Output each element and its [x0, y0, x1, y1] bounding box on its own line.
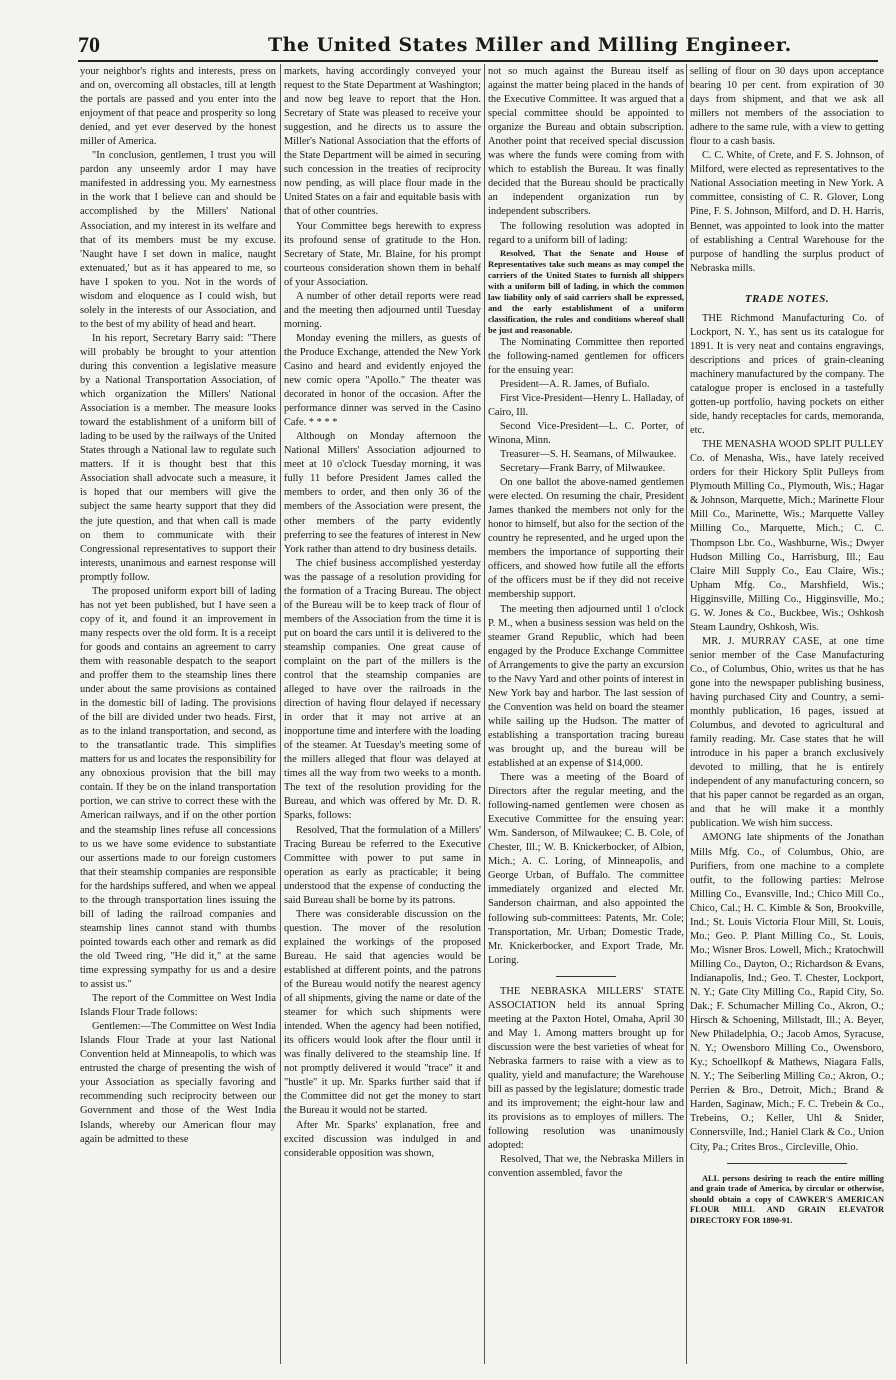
paragraph: Second Vice-President—L. C. Porter, of Winona, Minn.	[488, 420, 684, 446]
paragraph: your neighbor's rights and interests, press on and on, overcoming all obstacles, till at length the portals are passed and you enter into the enjoyment of that peace and prosperity so long denied, and yet ever deserved by the honest miller of America.	[80, 66, 276, 148]
paragraph: On one ballot the above-named gentlemen were elected. On resuming the chair, President James thanked the members not only for the honor to himself, but also for the section of the country he represented, and he urged upon the members the importance of supporting their officers, and showed how futile all the efforts of the officers must be if they did not receive membership support.	[488, 477, 684, 601]
paragraph: THE NEBRASKA MILLERS' STATE ASSOCIATION held its annual Spring meeting at the Paxton Hotel, Omaha, April 30 and May 1. Among matters brought up for discussion were the best varieties of wheat for Nebraska farmers to raise with a view as to quality, yield and manufacture; the Warehouse bill as passed by the legislature; domestic trade and its improvement; the eight-hour law and its provisions as to employes of millers. The following resolution was unanimously adopted:	[488, 985, 684, 1152]
paragraph: First Vice-President—Henry L. Halladay, of Cairo, Ill.	[488, 392, 684, 418]
paragraph: Your Committee begs herewith to express its profound sense of gratitude to the Hon. Secretary of State, Mr. Blaine, for his prompt courteous consideration shown them in behalf of your Association.	[284, 220, 481, 288]
trade-notes-heading: TRADE NOTES.	[744, 292, 830, 305]
column-divider	[484, 64, 485, 1364]
paragraph: President—A. R. James, of Bufialo.	[500, 378, 650, 390]
resolution-text: Resolved, That the Senate and House of Representatives take such means as may compel the carriers of the United States to furnish all shippers with a uniform bill of lading, in which the common law liability only of said carriers shall be expressed, and the early establishment of a uniform classification, the rules and conditions whereof shall be just and reasonable.	[488, 247, 684, 335]
directory-notice: ALL persons desiring to reach the entire milling and grain trade of America, by circular or otherwise, should obtain a copy of CAWKER'S AMERICAN FLOUR MILL AND GRAIN ELEVATOR DIRECTORY FOR 1890-91.	[690, 1173, 884, 1225]
column-1	[80, 65, 276, 1365]
paragraph: Gentlemen:—The Committee on West India Islands Flour Trade at your last National Convention held at Minneapolis, to which was entrusted the charge of presenting the wish of your Association as specially favoring and recommending such reciprocity between our Government and those of the West India Islands, whereby our American flour may again be admitted to these	[80, 1021, 276, 1145]
paragraph: The chief business accomplished yesterday was the passage of a resolution providing for the formation of a Tracing Bureau. The object of the Bureau will be to keep track of flour of members of the Association from the time it is put on board the cars until it is delivered to the steamship companies. One great cause of complaint on the part of the millers is the control that the steamship companies are alleged to have over the railroads in the direction of having flour delayed if necessary in order that it may not arrive at an inopportune time and interfere with the loading of the steamer. At Tuesday's meeting some of the millers alleged that flour was delayed at times all the way from two weeks to a month. The text of the resolution providing for the Bureau, and which was offered by Mr. D. R. Sparks, follows:	[284, 557, 481, 822]
paragraph: Resolved, That the formulation of a Millers' Tracing Bureau be referred to the Executive Committee with power to put same in operation as early as practicable; it being understood that the expense of conducting the said Bureau shall be borne by its patrons.	[284, 824, 481, 906]
paragraph: THE MENASHA WOOD SPLIT PULLEY Co. of Menasha, Wis., have lately received orders for their Hickory Split Pulleys from Plymouth Milling Co., Plymouth, Wis.; Hagar & Johnson, Marquette, Mich.; Marinette Flour Mill Co., Marinette, Wis.; Marquette Valley Milling Co., Marquette, Mich.; C. C. Thompson Lbr. Co., Washburne, Wis.; Dwyer Hudson Milling Co., Harrisburg, Ill.; Eau Claire Mill Supply Co., Eau Claire, Wis.; Upham Mfg. Co., Marshfield, Wis.; Higginsville, Milling Co., Higginsville, Mo.; G. W. Jones & Co., Buckbee, Wis.; Oshkosh Steam Laundry, Oshkosh, Wis.	[690, 439, 884, 633]
paragraph: THE Richmond Manufacturing Co. of Lockport, N. Y., has sent us its catalogue for 1891. It is very neat and contains engravings, descriptions and prices of grain-cleaning machinery manufactured by the company. The catalogue proper is enclosed in a tastefully gotten-up portfolio, having pockets on either side, handy receptacles for cards, memoranda, etc.	[690, 312, 884, 437]
column-3	[488, 65, 684, 1365]
paragraph: not so much against the Bureau itself as against the matter being placed in the hands of the Executive Committee. It was argued that a special committee should be appointed to organize the Bureau and obtain subscription. Another point that received special discussion was where the funds were coming from with which to establish the Bureau. It was finally decided that the Bureau should be practically an independent organization run by independent subscribers.	[488, 66, 684, 218]
paragraph: Treasurer—S. H. Seamans, of Milwaukee.	[500, 448, 677, 460]
paragraph: Secretary—Frank Barry, of Milwaukee.	[500, 463, 666, 475]
paragraph: Although on Monday afternoon the National Millers' Association adjourned to meet at 10 o'clock Tuesday morning, it was fully 11 before President James called the members to order, and then only 36 of the members of the Association were present, the other members of the party evidently preferring to see the features of interest in New York rather than attend to dry business details.	[284, 431, 481, 555]
paragraph: After Mr. Sparks' explanation, free and excited discussion was indulged in and considerable opposition was shown,	[284, 1119, 481, 1159]
column-4	[690, 65, 884, 1365]
paragraph: MR. J. MURRAY CASE, at one time senior member of the Case Manufacturing Co., of Columbus, Ohio, writes us that he has gone into the newspaper publishing business, having purchased City and Country, a semi-monthly publication, 16 pages, issued at Columbus, and devoted to agricultural and family reading. Mr. Case states that he will introduce in his paper a branch exclusively devoted to milling, that he is entirely independent of any manufacturing concern, so that his paper cannot be regarded as an organ, and that he will make it a monthly publication. We wish him success.	[690, 635, 884, 830]
section-separator	[556, 976, 616, 977]
paragraph: Monday evening the millers, as guests of the Produce Exchange, attended the New York Casino and heard and evidently enjoyed the new comic opera "Apollo." The theater was decorated in honor of the occasion. After the performance dinner was served in the Casino Cafe. * * * *	[284, 332, 481, 429]
paragraph: Resolved, That we, the Nebraska Millers in convention assembled, favor the	[488, 1154, 684, 1180]
paragraph: The report of the Committee on West India Islands Flour Trade follows:	[80, 993, 276, 1019]
page-number: 70	[78, 32, 100, 57]
paragraph: AMONG late shipments of the Jonathan Mills Mfg. Co., of Columbus, Ohio, are Purifiers, from one machine to a complete outfit, to the following parties: Melrose Milling Co., Evansville, Ind.; Chico Mill Co., Chico, Cal.; H. C. Kimble & Son, Brookville, Ind.; St. Louis Victoria Flour Mill, St. Louis, Mo.; Geo. P. Plant Milling Co., St. Louis, Mo.; Wisner Bros. Lowell, Mich.; Kratochwill Milling Co., Dayton, O.; Richardson & Evans, Indianapolis, Ind.; Geo. T. Chester, Lockport, N. Y.; Gate City Milling Co., Rapid City, So. Dak.; F. Schumacher Milling Co., Akron, O.; Hirsch & Schoening, Millstadt, Ill.; A. Beyer, New Philadelphia, O.; Jacob Amos, Syracuse, N. Y.; Owensboro Milling Co., Owensboro, Ky.; Schoellkopf & Mathews, Niagara Falls, N. Y.; The Seiberling Milling Co.; Akron, O.; Perrien & Bro., Detroit, Mich.; Brand & Harden, Saginaw, Mich.; F. C. Trebein & Co., Trebeins, O.; Keller, Uhl & Snider, Connersville, Ind.; Haniel Clark & Co., Union City, Pa.; Crites Bros., Circleville, Ohio.	[690, 832, 884, 1153]
column-divider	[280, 64, 281, 1364]
paragraph: The Nominating Committee then reported the following-named gentlemen for officers for the ensuing year:	[488, 336, 684, 376]
paragraph: "In conclusion, gentlemen, I trust you will pardon any unseemly ardor I may have manifested in addressing you. My earnestness in the work that I believe can and should be accomplished by the Millers' National Association, and my interest in its welfare and that of its members must be my excuse. 'Naught have I set down in malice, naught extenuated,' but as it has appeared to me, so have I spoken to you. Not in the words of wisdom and eloquence as I could wish, but solely in the interests of our Association, and to the best of my ability of head and heart.	[80, 150, 276, 330]
publication-title: The United States Miller and Milling Engineer.	[268, 34, 792, 56]
paragraph: There was considerable discussion on the question. The mover of the resolution explained the workings of the proposed Bureau. He said that agencies would be established at different points, and the patrons of the Bureau would notify the nearest agency of all shipments, giving the name or date of the steamer for which such shipments were intended. When the agency had been notified, its officers would look after the flour until it was finally delivered to the steamship line. If not promptly delivered it would "trace" it and "hustle" it up. Mr. Sparks further said that if the Committee did not get the money to start the Bureau it would not be started.	[284, 908, 481, 1117]
paragraph: In his report, Secretary Barry said: "There will probably be brought to your attention during this convention a legislative measure by a National Transportation Association, of which organization the Millers' National Association is a member. The measure looks toward the establishment of a uniform bill of lading to be used by the railways of the United States through a National law to regulate such matters. If it is thought best that this Association shall advocate such a measure, it is hoped that our members will give the subject the same hearty support that they did the jute question, and that when call is made on them to communicate with their Congressional representatives to support their interests, unanimous and earnest response will promptly follow.	[80, 332, 276, 583]
section-separator	[727, 1163, 847, 1164]
column-divider	[686, 64, 687, 1364]
page-header	[78, 32, 878, 58]
paragraph: markets, having accordingly conveyed your request to the State Department at Washington; and now beg leave to report that the Hon. Secretary of State was pleased to receive your suggestion, and he directs us to assure the Miller's National Association that the efforts of the State Department will be aimed in securing such concession in the treaties of reciprocity now pending, as will place flour made in the United States on a fair and equitable basis with that of other countries.	[284, 66, 481, 218]
paragraph: The following resolution was adopted in regard to a uniform bill of lading:	[488, 220, 684, 246]
paragraph: The proposed uniform export bill of lading has not yet been published, but I have seen a copy of it, and found it an improvement in many respects over the old form. It is a receipt for goods and contains an agreement to carry them with reasonable despatch to the seaport and proffer them to the steamship lines there under about the same provisions as contained in the domestic bill of lading. The provisions of the bill are divided under two heads. First, as to the inland transportation, and second, as to the transatlantic trade. This simplifies matters for us and locates the responsibility for any obnoxious provision that the bill may contain. If they be on the inland transportation portion, we can strive to correct these with the American railways, and if on the other portion and the steamship lines refuse all concessions to us we have some evidence to substantiate our assertions made to our foreign customers that their steamship companies are responsible for the hardships suffered, and when we appeal to the through transportation lines issuing the bill of lading the railroad companies and steamship lines cannot stand with thumbs pointed towards each other and remark as did the old Tweed ring, "He did it," at the same time expressing sympathy for us and a desire to assist us."	[80, 585, 276, 991]
paragraph: There was a meeting of the Board of Directors after the regular meeting, and the following-named gentlemen were chosen as Executive Committee for the ensuing year: Wm. Sanderson, of Milwaukee; C. B. Cole, of Chester, Ill.; W. B. Knickerbocker, of Albion, Mich.; A. C. Loring, of Minneapolis, and George Urban, of Buffalo. The committee immediately organized and elected Mr. Sanderson chairman, and also appointed the following sub-committees: Patents, Mr. Cole; Transportation, Mr. Urban; Domestic Trade, Mr. Knickerbocker, and Export Trade, Mr. Loring.	[488, 772, 684, 966]
column-2	[284, 65, 481, 1365]
paragraph: selling of flour on 30 days upon acceptance bearing 10 per cent. from expiration of 30 days from shipment, and that we ask all millers not members of the association to adhere to the same rule, with a view to getting flour to a cash basis.	[690, 66, 884, 148]
paragraph: The meeting then adjourned until 1 o'clock P. M., when a business session was held on the steamer Grand Republic, which had been engaged by the Produce Exchange Committee of Arrangements to give the party an excursion to the Navy Yard and other points of interest in New York bay and harbor. The last session of the Convention was held on board the steamer while sailing up the Hudson. The matter of establishing a transportation tracing bureau was brought up, and the bureau will be established at an expense of $14,000.	[488, 603, 684, 770]
header-rule	[78, 60, 878, 62]
paragraph: C. C. White, of Crete, and F. S. Johnson, of Milford, were elected as representatives to the National Association meeting in New York. A committee, consisting of C. R. Glover, Long Pine, F. S. Johnson, Milford, and D. H. Harris, Bennet, was appointed to look into the matter of establishing a Central Warehouse for the purpose of handling the surplus product of Nebraska mills.	[690, 150, 884, 274]
paragraph: A number of other detail reports were read and the meeting then adjourned until Tuesday morning.	[284, 290, 481, 330]
